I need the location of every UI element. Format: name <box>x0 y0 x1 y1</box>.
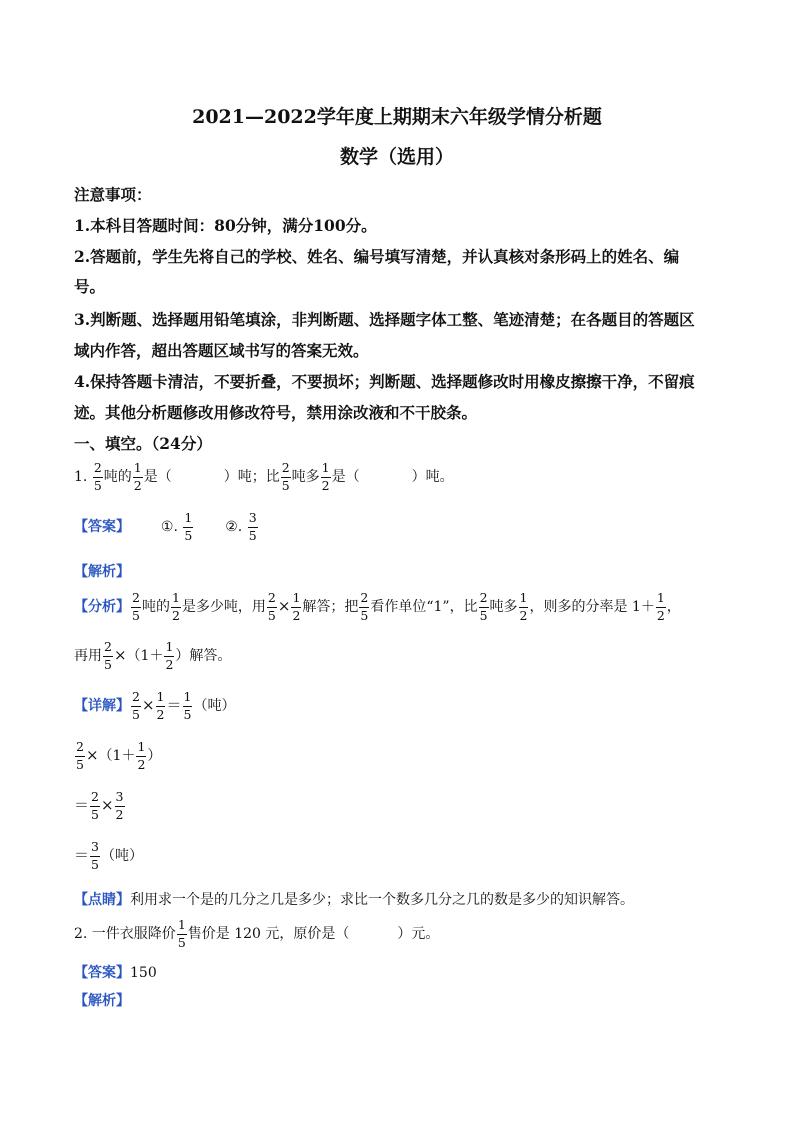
q1-xiangjie-line-4: ＝ $\frac{3}{5}$ （吨） <box>74 839 143 872</box>
fraction-2-5: $\frac{2}{5}$ <box>281 460 290 493</box>
answer-1-fraction: $\frac{1}{5}$ <box>184 510 193 543</box>
fraction-2-5: $\frac{2}{5}$ <box>93 460 102 493</box>
q1-fenxi-line-1: 【分析】 $\frac{2}{5}$ 吨的 $\frac{1}{2}$ 是多少吨，用 $\frac{2}{5}$ × $\frac{1}{2}$ 解答；把 $\frac{2}{5}$ 看作单位“1”，比 $\frac{2}{5}$ 吨多 $\frac{1}{2}$ ，则多的分率是 1＋ $\frac{1}{2}$ ， <box>74 590 681 623</box>
q1-xiangjie-line-2: $\frac{2}{5}$ ×（1＋ $\frac{1}{2}$ ） <box>76 739 162 772</box>
q1-xiangjie-line-3: ＝ $\frac{2}{5}$ × $\frac{3}{2}$ <box>74 789 124 822</box>
note-1: 1.本科目答题时间：80分钟，满分100分。 <box>74 216 377 235</box>
question-2: 2. 一件衣服降价 $\frac{1}{5}$ 售价是 120 元，原价是（ ）元。 <box>74 917 440 950</box>
answer-tag: 【答案】 <box>74 965 130 981</box>
answer-1-mark: ①. <box>160 519 178 535</box>
q1-xiangjie-line-1: 【详解】 $\frac{2}{5}$ × $\frac{1}{2}$ ＝ $\frac{1}{5}$ （吨） <box>74 689 236 722</box>
q2-answer <box>74 962 157 982</box>
note-2-line-2: 号。 <box>74 277 106 296</box>
note-3-line-2: 域内作答，超出答题区域书写的答案无效。 <box>74 341 369 360</box>
section-1-heading: 一、填空。（24分） <box>74 434 212 453</box>
document-title: 2021—2022学年度上期期末六年级学情分析题 <box>192 106 602 128</box>
q1-answer <box>74 512 259 542</box>
fraction-1-2: $\frac{1}{2}$ <box>321 460 330 493</box>
fraction-1-5: $\frac{1}{5}$ <box>177 917 186 950</box>
answer-tag: 【答案】 <box>74 519 130 535</box>
q1-analysis-tag: 【解析】 <box>74 564 130 580</box>
q1-fenxi-line-2: 再用 $\frac{2}{5}$ ×（1＋ $\frac{1}{2}$ ）解答。 <box>74 639 232 672</box>
answer-2-fraction: $\frac{3}{5}$ <box>248 510 257 543</box>
q1-dianjing: 【点睛】利用求一个是的几分之几是多少；求比一个数多几分之几的数是多少的知识解答。 <box>74 892 634 908</box>
question-1: 1. $\frac{2}{5}$ 吨的 $\frac{1}{2}$ 是（ ）吨；比 $\frac{2}{5}$ 吨多 $\frac{1}{2}$ 是（ ）吨。 <box>74 460 454 493</box>
dianjing-tag: 【点睛】 <box>74 892 130 908</box>
question-number: 1. <box>74 469 88 485</box>
document-subtitle: 数学（选用） <box>339 146 454 168</box>
note-4-line-1: 4.保持答题卡清洁，不要折叠，不要损坏；判断题、选择题修改时用橡皮擦擦干净，不留痕 <box>74 372 695 391</box>
notes-heading: 注意事项： <box>74 185 152 204</box>
q2-analysis-tag: 【解析】 <box>74 993 130 1009</box>
answer-2-mark: ②. <box>225 519 243 535</box>
note-2-line-1: 2.答题前，学生先将自己的学校、姓名、编号填写清楚，并认真核对条形码上的姓名、编 <box>74 247 680 266</box>
xiangjie-tag: 【详解】 <box>74 698 130 714</box>
fraction-1-2: $\frac{1}{2}$ <box>133 460 142 493</box>
fenxi-tag: 【分析】 <box>74 599 130 615</box>
answer-value: 150 <box>130 965 157 981</box>
note-3-line-1: 3.判断题、选择题用铅笔填涂，非判断题、选择题字体工整、笔迹清楚；在各题目的答题区 <box>74 310 695 329</box>
note-4-line-2: 迹。其他分析题修改用修改符号，禁用涂改液和不干胶条。 <box>74 403 478 422</box>
